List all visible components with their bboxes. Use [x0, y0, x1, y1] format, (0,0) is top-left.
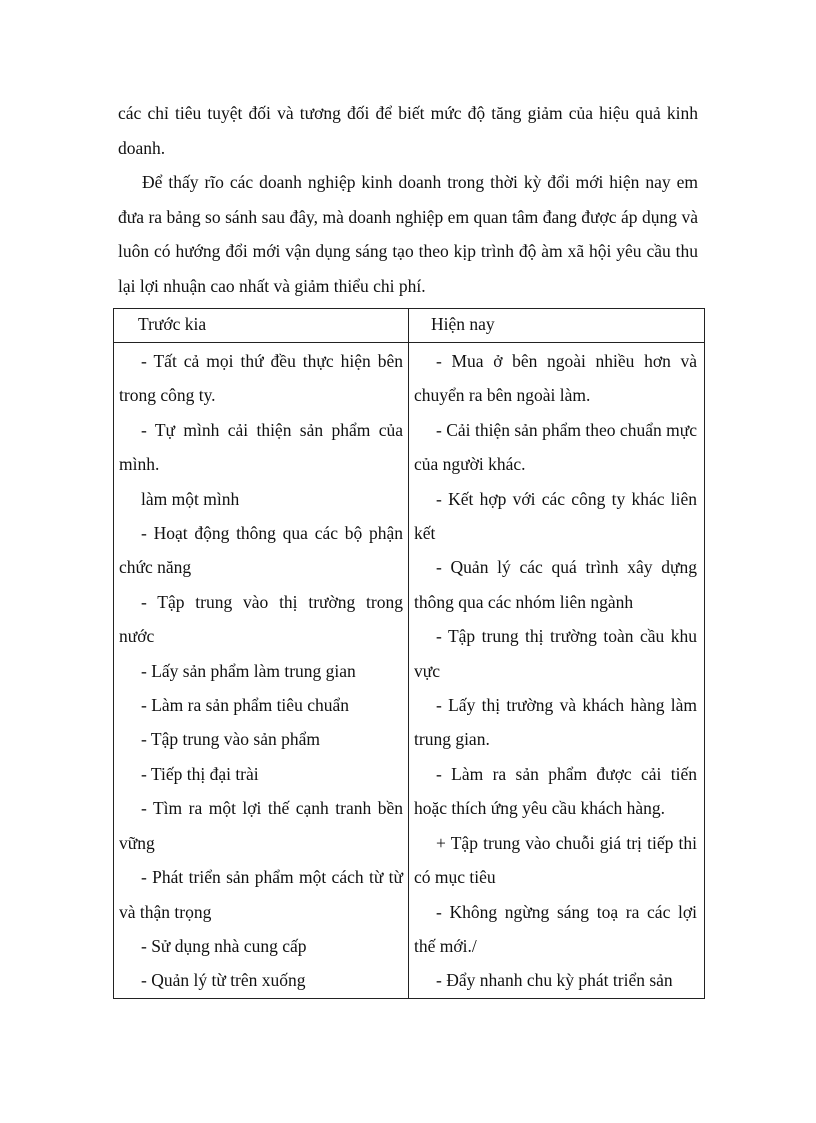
list-item: - Lấy thị trường và khách hàng làm trung gian. — [414, 695, 697, 750]
list-item: - Tất cả mọi thứ đều thực hiện bên trong công ty. — [119, 351, 403, 406]
list-item: - Kết hợp với các công ty khác liên kết — [414, 488, 697, 544]
list-item: - Sử dụng nhà cung cấp — [141, 935, 307, 956]
list-item: - Đẩy nhanh chu kỳ phát triển sản — [436, 970, 673, 991]
list-item: - Mua ở bên ngoài nhiều hơn và chuyển ra bên ngoài làm. — [414, 351, 697, 406]
comparison-table — [113, 308, 705, 999]
list-item: - Tập trung thị trường toàn cầu khu vực — [414, 626, 697, 681]
list-item: - Làm ra sản phẩm tiêu chuẩn — [141, 695, 349, 716]
list-item: - Tìm ra một lợi thế cạnh tranh bền vững — [119, 798, 403, 853]
list-item: - Lấy sản phẩm làm trung gian — [141, 660, 356, 681]
list-item: - Làm ra sản phẩm được cải tiến hoặc thích ứng yêu cầu khách hàng. — [414, 763, 697, 819]
header-before: Trước kia — [114, 309, 409, 343]
table-header-row — [114, 309, 705, 343]
list-item: - Quản lý các quá trình xây dựng thông qua các nhóm liên ngành — [414, 557, 697, 612]
list-item: + Tập trung vào chuỗi giá trị tiếp thi có mục tiêu — [414, 832, 697, 888]
table-body-row — [114, 343, 705, 999]
list-item: - Không ngừng sáng toạ ra các lợi thế mới./ — [414, 901, 697, 956]
list-item: - Cải thiện sản phẩm theo chuẩn mực của người khác. — [414, 419, 697, 475]
paragraph-intro: các chỉ tiêu tuyệt đối và tương đối để biết mức độ tăng giảm của hiệu quả kinh doanh. — [118, 103, 698, 158]
column-before — [114, 343, 409, 999]
list-item: - Quản lý từ trên xuống — [141, 970, 306, 991]
column-now — [409, 343, 705, 999]
list-item: - Hoạt động thông qua các bộ phận chức năng — [119, 523, 403, 578]
list-item: - Tự mình cải thiện sản phẩm của mình. — [119, 419, 403, 475]
header-now: Hiện nay — [409, 309, 705, 343]
paragraph-comparison: Để thấy rĩo các doanh nghiệp kinh doanh trong thời kỳ đổi mới hiện nay em đưa ra bảng so sánh sau đây, mà doanh nghiệp em quan tâm đang được áp dụng và luôn có hướng đổi mới vận dụng sáng tạo theo kịp trình độ àm xã hội yêu cầu thu lại lợi nhuận cao nhất và giảm thiểu chi phí. — [118, 172, 698, 296]
list-item: - Tập trung vào sản phẩm — [141, 729, 321, 750]
list-item: - Tập trung vào thị trường trong nước — [119, 591, 403, 647]
list-item: làm một mình — [141, 488, 240, 509]
list-item: - Tiếp thị đại trài — [141, 763, 259, 784]
list-item: - Phát triển sản phẩm một cách từ từ và thận trọng — [119, 867, 403, 922]
